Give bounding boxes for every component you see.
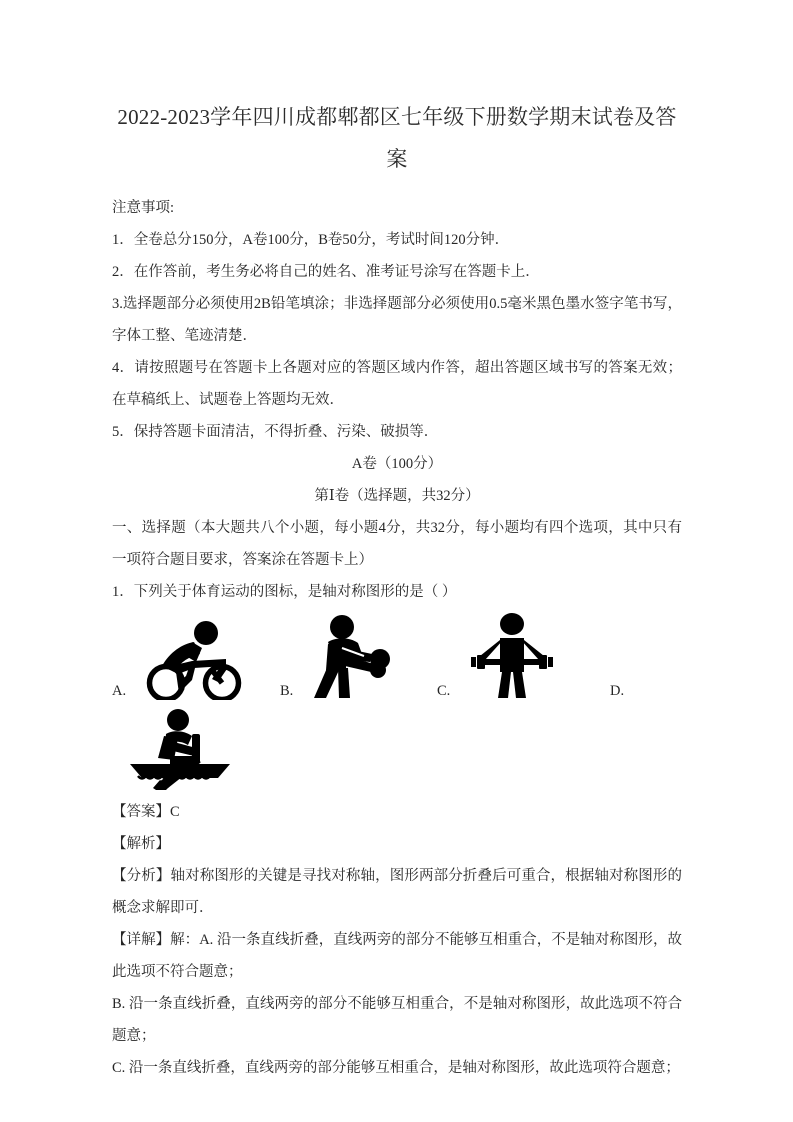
section-a-header: A卷（100分）: [351, 456, 443, 472]
detail-line-a: 【详解】解：A. 沿一条直线折叠，直线两旁的部分不能够互相重合，不是轴对称图形，故此选项不符合题意；: [112, 932, 682, 980]
boxing-icon: [306, 612, 402, 700]
section-instruction: 一、选择题（本大题共八个小题，每小题4分，共32分，每小题均有四个选项，其中只有一项符合题目要求，答案涂在答题卡上）: [112, 520, 682, 568]
option-c-label: C.: [437, 683, 451, 699]
document-content: [112, 96, 682, 1084]
notice-item-2: 2．在作答前，考生务必将自己的姓名、准考证号涂写在答题卡上．: [112, 264, 540, 280]
page-title: 2022-2023学年四川成都郫都区七年级下册数学期末试卷及答案: [117, 105, 677, 171]
question-1-stem: 1．下列关于体育运动的图标，是轴对称图形的是（ ）: [112, 584, 457, 600]
notice-item-4: 4．请按照题号在答题卡上各题对应的答题区域内作答，超出答题区域书写的答案无效；在草稿纸上、试题卷上答题均无效．: [112, 360, 682, 408]
weightlifting-icon: [463, 610, 561, 700]
section-i-header: 第Ⅰ卷（选择题，共32分）: [314, 488, 480, 504]
analysis-heading: 【解析】: [112, 836, 170, 852]
question-1-options-row-1: [112, 612, 682, 708]
notice-heading: 注意事项:: [112, 200, 175, 216]
detail-line-c: C. 沿一条直线折叠，直线两旁的部分能够互相重合，是轴对称图形，故此选项符合题意；: [112, 1060, 680, 1076]
option-b-label: B.: [280, 683, 294, 699]
notice-item-1: 1．全卷总分150分，A卷100分，B卷50分，考试时间120分钟．: [112, 232, 510, 248]
analysis-text: 【分析】轴对称图形的关键是寻找对称轴，图形两部分折叠后可重合，根据轴对称图形的概念求解即可．: [112, 868, 682, 916]
detail-line-b: B. 沿一条直线折叠，直线两旁的部分不能够互相重合，不是轴对称图形，故此选项不符合题意；: [112, 996, 682, 1044]
notice-item-3: 3.选择题部分必须使用2B铅笔填涂；非选择题部分必须使用0.5毫米黑色墨水签字笔书写，字体工整、笔迹清楚．: [112, 296, 682, 344]
notice-item-5: 5．保持答题卡面清洁，不得折叠、污染、破损等．: [112, 424, 439, 440]
question-1-options-row-2: [112, 708, 682, 796]
option-a-label: A.: [112, 683, 127, 699]
option-d-label: D.: [610, 683, 625, 699]
cycling-icon: [134, 618, 246, 700]
rowing-icon: [122, 708, 238, 790]
answer-line: 【答案】C: [112, 804, 180, 820]
